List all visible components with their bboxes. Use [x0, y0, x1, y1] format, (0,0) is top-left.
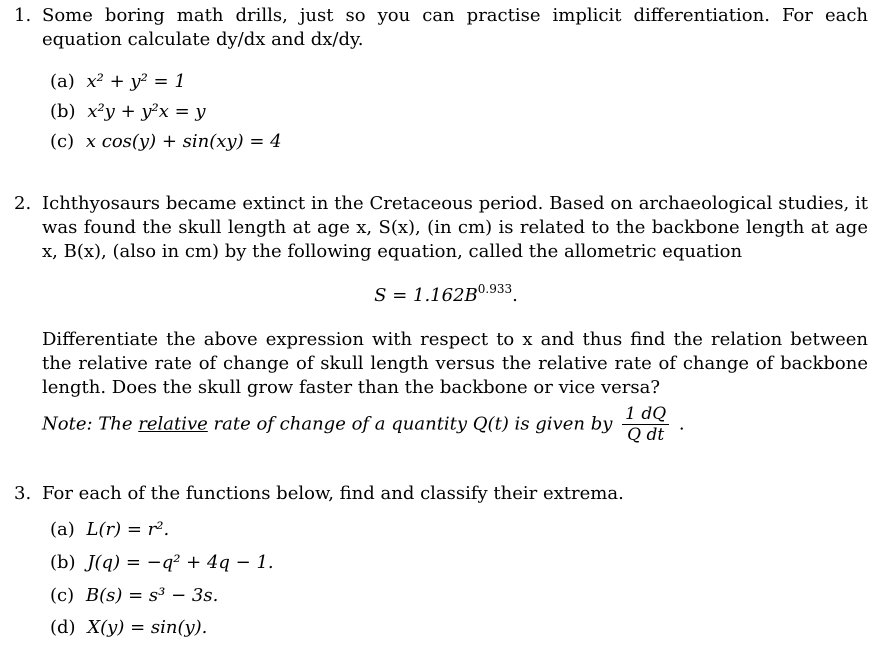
problem-3	[14, 482, 868, 506]
item-label: (a)	[50, 71, 75, 92]
problem-text: For each of the functions below, find and classify their extrema.	[42, 483, 624, 504]
problem-text-2: Differentiate the above expression with respect to x and thus find the relation between the relative rate of change of skull length versus the relative rate of change of backbone length. Does the skull grow faster than the backbone or vice versa?	[42, 329, 868, 398]
list-item	[50, 616, 207, 640]
item-expression: J(q) = −q² + 4q − 1.	[87, 552, 274, 573]
problem-text: Some boring math drills, just so you can practise implicit differentiation. For each equation calculate dy/dx and dx/dy.	[42, 5, 868, 50]
item-label: (a)	[50, 519, 75, 540]
equation-base: S = 1.162B	[374, 285, 478, 306]
allometric-equation	[0, 284, 892, 308]
list-item	[50, 584, 218, 608]
item-expression: B(s) = s³ − 3s.	[85, 585, 219, 606]
note-underlined: relative	[138, 413, 208, 435]
item-expression: L(r) = r².	[86, 519, 170, 540]
problem-number: 1.	[14, 5, 32, 26]
list-item	[50, 518, 169, 542]
fraction-numerator: 1 dQ	[622, 404, 669, 425]
item-label: (b)	[50, 101, 76, 122]
item-label: (d)	[50, 617, 76, 638]
list-item	[50, 100, 206, 124]
item-expression: x²y + y²x = y	[87, 101, 206, 122]
item-expression: X(y) = sin(y).	[87, 617, 208, 638]
problem-text: Ichthyosaurs became extinct in the Cretaceous period. Based on archaeological studies, it was found the skull length at age x, S(x), (in cm) is related to the backbone length at age x, B(x), (also in cm) by the following equation, called the allometric equation	[42, 193, 868, 262]
problem-2-continued	[14, 328, 868, 400]
note-end: .	[678, 413, 685, 435]
problem-number: 3.	[14, 483, 32, 504]
fraction	[622, 404, 669, 445]
equation-exponent: 0.933	[477, 282, 513, 296]
list-item	[50, 70, 186, 94]
problem-2	[14, 192, 868, 264]
item-label: (c)	[50, 585, 75, 606]
equation-end: .	[512, 285, 518, 306]
item-label: (c)	[50, 131, 75, 152]
list-item	[50, 551, 274, 575]
fraction-denominator: Q dt	[627, 425, 665, 445]
item-label: (b)	[50, 552, 76, 573]
note-after: rate of change of a quantity Q(t) is given by	[207, 413, 613, 435]
item-expression: x² + y² = 1	[86, 71, 186, 92]
note	[42, 404, 685, 445]
problem-1	[14, 4, 868, 52]
note-before: Note: The	[42, 413, 139, 435]
list-item	[50, 130, 282, 154]
item-expression: x cos(y) + sin(xy) = 4	[85, 131, 282, 152]
problem-number: 2.	[14, 193, 32, 214]
